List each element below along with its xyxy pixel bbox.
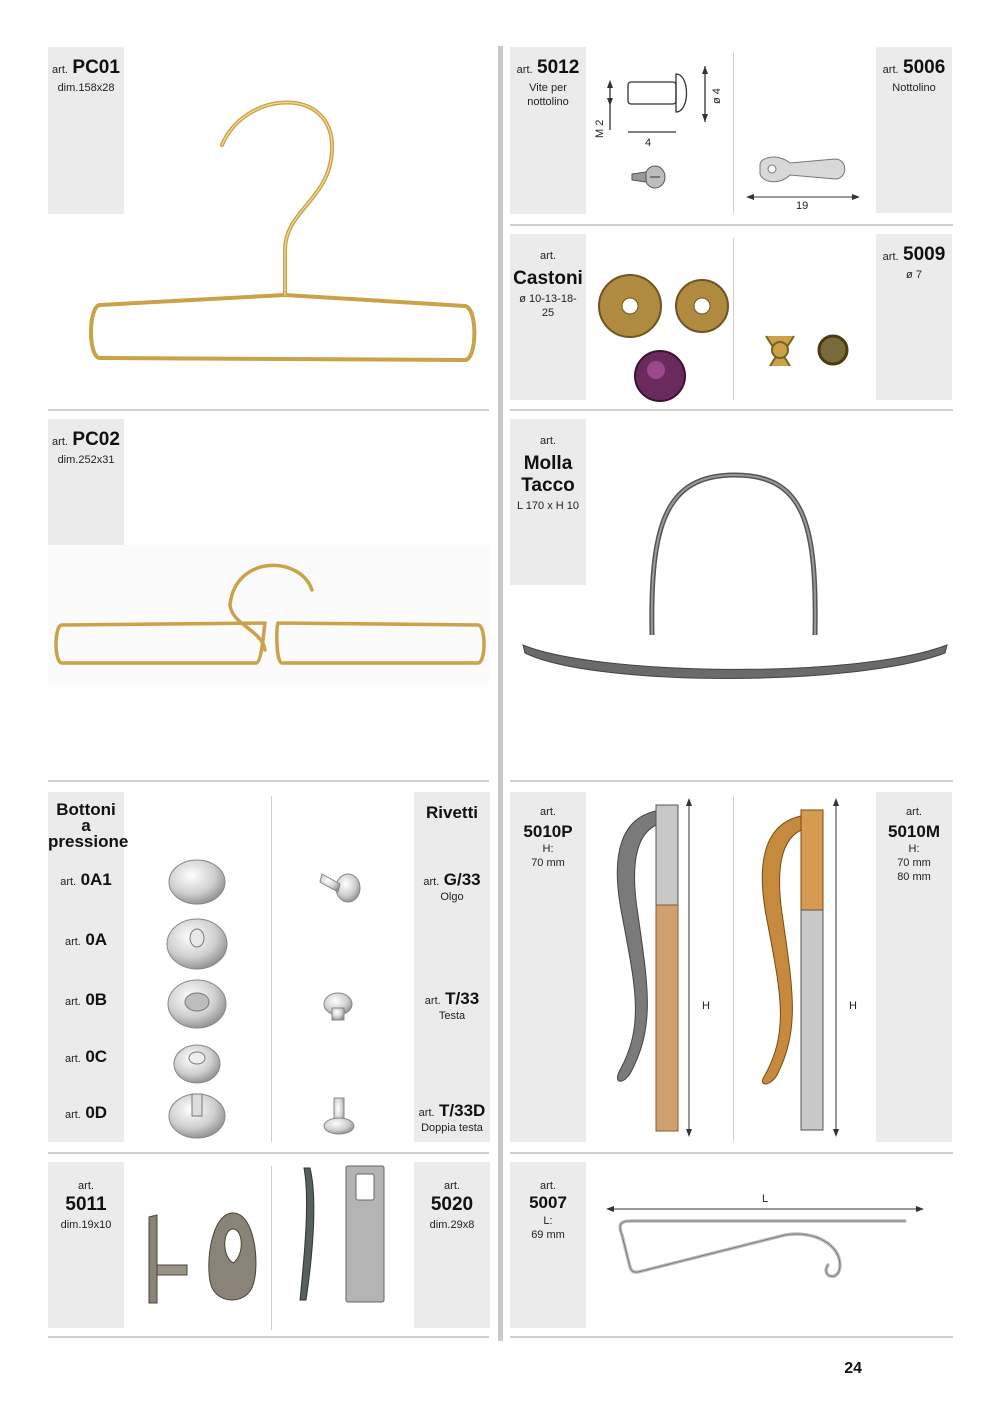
rivetti-title (414, 802, 490, 824)
art-prefix: art. (540, 806, 556, 818)
article-code: 5010M (888, 822, 940, 841)
title-line: pressione (48, 832, 129, 851)
divider (48, 409, 489, 411)
bottoni-row-0a (48, 930, 124, 950)
article-code: 5020 (430, 1194, 474, 1215)
article-desc: Olgo (440, 891, 464, 903)
label-5007 (510, 1162, 586, 1328)
article-dim: dim.29x8 (429, 1219, 475, 1231)
divider (733, 238, 734, 400)
rivetti-row-t33 (414, 989, 490, 1023)
label-5009 (876, 234, 952, 400)
article-code: 0D (85, 1103, 108, 1122)
article-h-label: H: (908, 843, 920, 855)
article-code: PC02 (72, 429, 120, 450)
art-prefix: art. (882, 251, 899, 263)
art-prefix: art. (52, 64, 68, 76)
heel-spring-image (515, 465, 955, 695)
divider (271, 796, 272, 1142)
divider (48, 1336, 489, 1338)
art-prefix: art. (540, 435, 556, 447)
dim-l: L (762, 1193, 769, 1205)
divider (48, 1152, 489, 1154)
article-dim: 70 mm (897, 857, 931, 869)
art-prefix: art. (444, 1180, 460, 1192)
screw-drawing (590, 52, 730, 202)
wire-clip-image (600, 1185, 930, 1285)
bottoni-row-0a1 (48, 870, 124, 890)
art-prefix: art. (540, 250, 556, 262)
rivetti-row-t33d (414, 1101, 490, 1135)
dim-diameter: ø 4 (711, 88, 723, 104)
article-code: 5010P (523, 822, 573, 841)
label-5020 (414, 1162, 490, 1328)
article-code: Molla (523, 453, 573, 474)
article-code: T/33 (445, 989, 480, 1008)
art-prefix: art. (64, 1053, 81, 1065)
label-castoni (510, 234, 586, 400)
dim-length: 19 (796, 200, 809, 212)
article-dim: 80 mm (897, 871, 931, 883)
art-prefix: art. (882, 64, 899, 76)
title-text: Rivetti (426, 803, 478, 822)
article-code: 5009 (903, 244, 946, 265)
article-code: 0A1 (80, 870, 112, 889)
divider (733, 796, 734, 1142)
article-code: 5007 (529, 1193, 567, 1212)
article-desc: Doppia testa (421, 1122, 483, 1134)
article-dim: L 170 x H 10 (517, 500, 579, 512)
article-code: 0B (85, 990, 108, 1009)
article-code: 5012 (537, 57, 580, 78)
art-prefix: art. (60, 876, 77, 888)
art-prefix: art. (78, 1180, 94, 1192)
article-dim: 70 mm (531, 857, 565, 869)
label-5012 (510, 47, 586, 214)
gold-hanger-image (80, 90, 490, 375)
article-l-label: L: (543, 1215, 553, 1227)
dim-h: H (849, 1000, 857, 1012)
clip-5010m-image (745, 795, 875, 1140)
art-prefix: art. (424, 995, 441, 1007)
latch-image (740, 145, 870, 215)
article-code: 5011 (65, 1194, 107, 1215)
dim-length: 4 (645, 137, 652, 149)
article-h-label: H: (542, 843, 554, 855)
label-5010m (876, 792, 952, 1142)
label-5006 (876, 47, 952, 213)
art-prefix: art. (906, 806, 922, 818)
title-line: Bottoni (56, 800, 116, 819)
zipper-pull-image (290, 1160, 400, 1310)
divider (510, 409, 953, 411)
article-desc: Nottolino (892, 82, 936, 94)
art-prefix: art. (516, 64, 533, 76)
center-divider (498, 46, 503, 1341)
divider (510, 224, 953, 226)
bottoni-row-0c (48, 1047, 124, 1067)
art-prefix: art. (418, 1107, 435, 1119)
bottoni-title (48, 800, 129, 851)
article-dim: dim.19x10 (60, 1219, 112, 1231)
article-dim: ø 7 (906, 269, 922, 281)
art-prefix: art. (64, 1109, 81, 1121)
article-code: 0A (85, 930, 108, 949)
dim-m2: M 2 (594, 119, 606, 138)
article-code: T/33D (439, 1101, 486, 1120)
label-5010p (510, 792, 586, 1142)
rivetti-row-g33 (414, 870, 490, 904)
art-prefix: art. (540, 1180, 556, 1192)
double-gold-hanger-image (50, 555, 490, 675)
art-prefix: art. (423, 876, 440, 888)
title-line: a (81, 816, 91, 835)
clip-5010p-image (600, 795, 730, 1140)
divider (733, 52, 734, 214)
article-dim: ø 10-13-18-25 (519, 293, 577, 319)
article-desc: Vite per nottolino (527, 82, 569, 108)
art-prefix: art. (64, 936, 81, 948)
article-code: Tacco (521, 475, 575, 496)
art-prefix: art. (52, 436, 68, 448)
divider (510, 780, 953, 782)
article-code: PC01 (72, 57, 120, 78)
divider (48, 780, 489, 782)
eyelet-hook-image (135, 1205, 265, 1315)
dim-h: H (702, 1000, 710, 1012)
article-code: Castoni (513, 268, 583, 289)
label-5011 (48, 1162, 124, 1328)
bottoni-row-0d (48, 1103, 124, 1123)
snap-buttons-image (160, 850, 240, 1140)
art-prefix: art. (64, 996, 81, 1008)
divider (271, 1166, 272, 1330)
label-rivetti (414, 792, 490, 1142)
divider (510, 1336, 953, 1338)
article-code: 0C (85, 1047, 108, 1066)
article-dim: dim.158x28 (57, 82, 115, 94)
article-code: G/33 (443, 870, 481, 889)
bottoni-row-0b (48, 990, 124, 1010)
setting-claws-image (758, 328, 858, 373)
rivets-image (310, 860, 370, 1145)
article-code: 5006 (903, 57, 946, 78)
article-dim: 69 mm (531, 1229, 565, 1241)
divider (510, 1152, 953, 1154)
castoni-image (592, 268, 732, 408)
article-desc: Testa (438, 1010, 466, 1022)
page-number: 24 (844, 1360, 862, 1377)
article-dim: dim.252x31 (57, 454, 115, 466)
